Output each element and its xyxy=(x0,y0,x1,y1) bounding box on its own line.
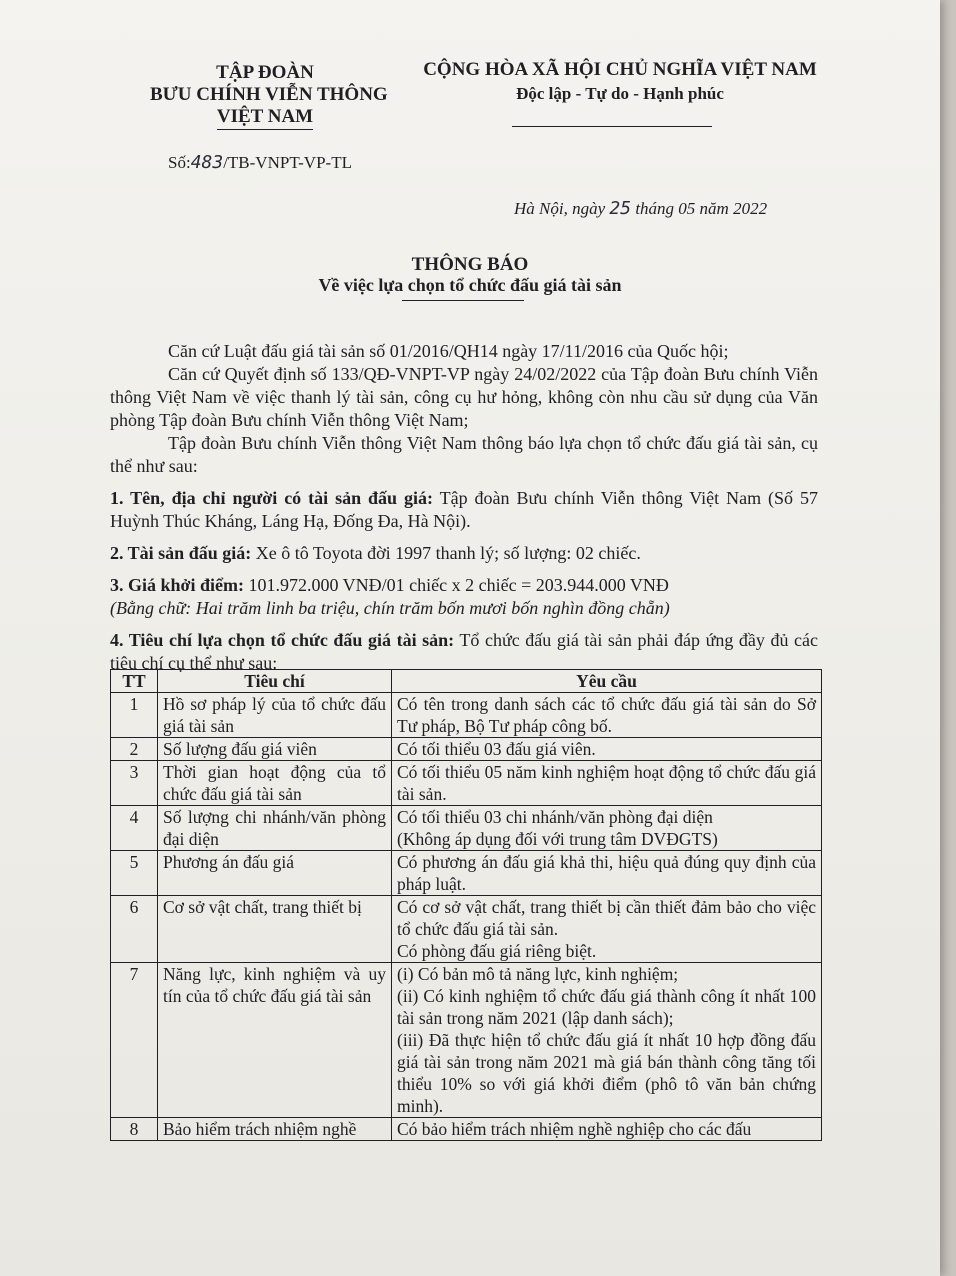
section-1-text: Tập đoàn Bưu chính Viễn thông Việt Nam (Số 57 Huỳnh Thúc Kháng, Láng Hạ, Đống Đa, Hà Nội). xyxy=(110,488,819,531)
subtitle-underline xyxy=(402,300,524,301)
requirement-line: Có bảo hiểm trách nhiệm nghề nghiệp cho các đấu xyxy=(397,1119,752,1139)
section-3-label: 3. Giá khởi điểm: xyxy=(110,575,244,595)
requirement-cell xyxy=(392,738,822,761)
table-row xyxy=(111,738,822,761)
criterion-cell: Cơ sở vật chất, trang thiết bị xyxy=(158,896,392,963)
row-number: 2 xyxy=(111,738,158,761)
doc-number-handwritten: 483 xyxy=(190,152,224,173)
criterion-cell: Phương án đấu giá xyxy=(158,851,392,896)
section-1-label: 1. Tên, địa chỉ người có tài sản đấu giá: xyxy=(110,488,433,508)
row-number: 5 xyxy=(111,851,158,896)
section-3-text: 101.972.000 VNĐ/01 chiếc x 2 chiếc = 203.944.000 VNĐ xyxy=(243,575,669,595)
table-row xyxy=(111,851,822,896)
motto-underline xyxy=(512,126,712,127)
national-motto: Độc lập - Tự do - Hạnh phúc xyxy=(516,84,724,103)
table-row xyxy=(111,806,822,851)
issue-date xyxy=(514,198,767,219)
issuing-organization xyxy=(150,62,388,130)
requirement-line: (Không áp dụng đối với trung tâm DVĐGTS) xyxy=(397,829,718,849)
requirement-line: Có tên trong danh sách các tổ chức đấu giá tài sản do Sở Tư pháp, Bộ Tư pháp công bố. xyxy=(397,694,816,736)
table-row xyxy=(111,1118,822,1141)
requirement-cell xyxy=(392,1118,822,1141)
table-row xyxy=(111,761,822,806)
row-number: 1 xyxy=(111,693,158,738)
doc-number-prefix: Số: xyxy=(168,153,191,172)
requirement-line: Có tối thiểu 03 đấu giá viên. xyxy=(397,739,596,759)
section-2-text: Xe ô tô Toyota đời 1997 thanh lý; số lượng: 02 chiếc. xyxy=(251,543,641,563)
criterion-cell: Số lượng đấu giá viên xyxy=(158,738,392,761)
section-3-amount-in-words: (Bằng chữ: Hai trăm linh ba triệu, chín trăm bốn mươi bốn nghìn đồng chẵn) xyxy=(110,598,670,618)
criterion-cell: Hồ sơ pháp lý của tổ chức đấu giá tài sản xyxy=(158,693,392,738)
document-number xyxy=(168,152,352,173)
requirement-line: Có phòng đấu giá riêng biệt. xyxy=(397,941,597,961)
requirement-cell xyxy=(392,896,822,963)
basis-paragraph-1: Căn cứ Luật đấu giá tài sản số 01/2016/QH14 ngày 17/11/2016 của Quốc hội; xyxy=(168,341,729,361)
section-4-label: 4. Tiêu chí lựa chọn tổ chức đấu giá tài sản: xyxy=(110,630,455,650)
table-row xyxy=(111,693,822,738)
requirement-cell xyxy=(392,963,822,1118)
document-subtitle: Về việc lựa chọn tổ chức đấu giá tài sản xyxy=(318,275,622,295)
document-title: THÔNG BÁO xyxy=(411,254,529,275)
header-tt: TT xyxy=(111,670,158,693)
header-requirement: Yêu cầu xyxy=(392,670,822,693)
section-3 xyxy=(110,574,818,597)
requirement-line: (ii) Có kinh nghiệm tổ chức đấu giá thành công ít nhất 100 tài sản trong năm 2021 (lập danh sách); xyxy=(397,986,816,1028)
org-name-line3: VIỆT NAM xyxy=(217,106,313,130)
header-criterion: Tiêu chí xyxy=(158,670,392,693)
section-2 xyxy=(110,542,818,565)
requirement-line: Có cơ sở vật chất, trang thiết bị cần thiết đảm bảo cho việc tổ chức đấu giá tài sản. xyxy=(397,897,816,939)
date-day-handwritten: 25 xyxy=(609,198,632,219)
org-name-line2: BƯU CHÍNH VIỄN THÔNG xyxy=(150,84,388,105)
row-number: 4 xyxy=(111,806,158,851)
national-heading xyxy=(420,58,820,106)
doc-number-suffix: /TB-VNPT-VP-TL xyxy=(223,153,352,172)
section-2-label: 2. Tài sản đấu giá: xyxy=(110,543,252,563)
requirement-line: Có tối thiểu 05 năm kinh nghiệm hoạt động tổ chức đấu giá tài sản. xyxy=(397,762,816,804)
criterion-cell: Số lượng chi nhánh/văn phòng đại diện xyxy=(158,806,392,851)
announcement-paragraph: Tập đoàn Bưu chính Viễn thông Việt Nam thông báo lựa chọn tổ chức đấu giá tài sản, cụ thể như sau: xyxy=(110,433,818,476)
requirement-cell xyxy=(392,761,822,806)
date-prefix: Hà Nội, ngày xyxy=(514,199,606,218)
table-row xyxy=(111,963,822,1118)
row-number: 6 xyxy=(111,896,158,963)
requirement-cell xyxy=(392,806,822,851)
requirement-cell xyxy=(392,851,822,896)
requirement-line: Có tối thiểu 03 chi nhánh/văn phòng đại diện xyxy=(397,807,713,827)
table-row xyxy=(111,896,822,963)
row-number: 7 xyxy=(111,963,158,1118)
section-1 xyxy=(110,487,818,533)
criteria-table xyxy=(110,669,822,1141)
row-number: 8 xyxy=(111,1118,158,1141)
criterion-cell: Bảo hiểm trách nhiệm nghề xyxy=(158,1118,392,1141)
requirement-line: Có phương án đấu giá khả thi, hiệu quả đúng quy định của pháp luật. xyxy=(397,852,816,894)
basis-paragraph-2: Căn cứ Quyết định số 133/QĐ-VNPT-VP ngày 24/02/2022 của Tập đoàn Bưu chính Viễn thông Việt Nam về việc thanh lý tài sản, công cụ hư hỏng, không còn nhu cầu sử dụng của Văn phòng Tập đoàn Bưu chính Viễn thông Việt Nam; xyxy=(110,364,818,430)
date-suffix: tháng 05 năm 2022 xyxy=(635,199,768,218)
document-body xyxy=(110,340,818,675)
row-number: 3 xyxy=(111,761,158,806)
requirement-line: (i) Có bản mô tả năng lực, kinh nghiệm; xyxy=(397,964,679,984)
org-name-line1: TẬP ĐOÀN xyxy=(216,62,314,83)
table-header-row xyxy=(111,670,822,693)
criterion-cell: Thời gian hoạt động của tổ chức đấu giá tài sản xyxy=(158,761,392,806)
requirement-cell xyxy=(392,693,822,738)
section-4-text: Tổ chức đấu giá tài sản phải đáp ứng đầy đủ các tiêu chí cụ thể như sau: xyxy=(110,630,819,673)
criterion-cell: Năng lực, kinh nghiệm và uy tín của tổ chức đấu giá tài sản xyxy=(158,963,392,1118)
country-name: CỘNG HÒA XÃ HỘI CHỦ NGHĨA VIỆT NAM xyxy=(423,59,817,80)
requirement-line: (iii) Đã thực hiện tổ chức đấu giá ít nhất 10 hợp đồng đấu giá tài sản trong năm 2021 mà giá bán thành công tăng tối thiểu 10% so với giá khởi điểm (phô tô văn bản chứng minh). xyxy=(397,1030,816,1116)
